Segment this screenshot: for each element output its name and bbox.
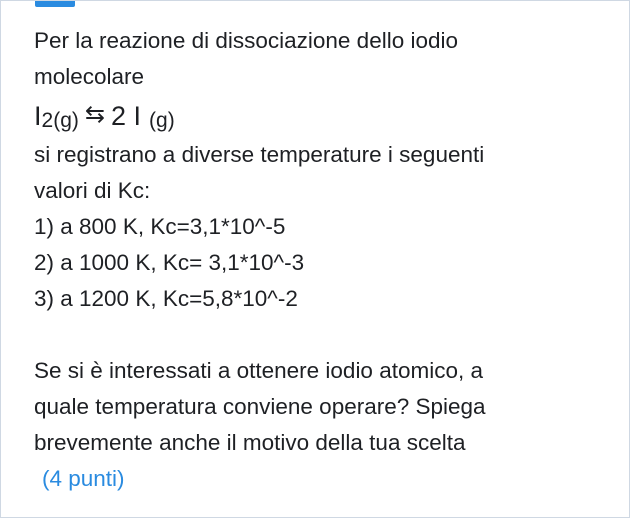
body-line-1: si registrano a diverse temperature i seguenti <box>34 142 485 167</box>
equation-reactant: I <box>34 101 42 131</box>
kc-item-2: 2) a 1000 K, Kc= 3,1*10^-3 <box>34 250 305 275</box>
question-line-1: Se si è interessati a ottenere iodio atomico, a <box>34 358 484 383</box>
question-line-3: brevemente anche il motivo della tua scelta <box>34 430 466 455</box>
intro-line-2: molecolare <box>34 64 145 89</box>
equation-reactant-subscript: 2(g) <box>41 109 79 132</box>
points-label: (4 punti) <box>42 466 125 491</box>
equation-product: 2 I <box>110 101 142 131</box>
accent-tab <box>35 1 75 7</box>
equilibrium-arrow-icon: ⇆ <box>84 101 105 128</box>
equation-product-subscript: (g) <box>149 109 175 132</box>
body-line-2: valori di Kc: <box>34 178 151 203</box>
intro-line-1: Per la reazione di dissociazione dello iodio <box>34 28 459 53</box>
question-card <box>34 23 613 497</box>
kc-item-3: 3) a 1200 K, Kc=5,8*10^-2 <box>34 286 298 311</box>
reaction-equation <box>34 95 613 137</box>
question-line-2: quale temperatura conviene operare? Spiega <box>34 394 486 419</box>
kc-item-1: 1) a 800 K, Kc=3,1*10^-5 <box>34 214 286 239</box>
